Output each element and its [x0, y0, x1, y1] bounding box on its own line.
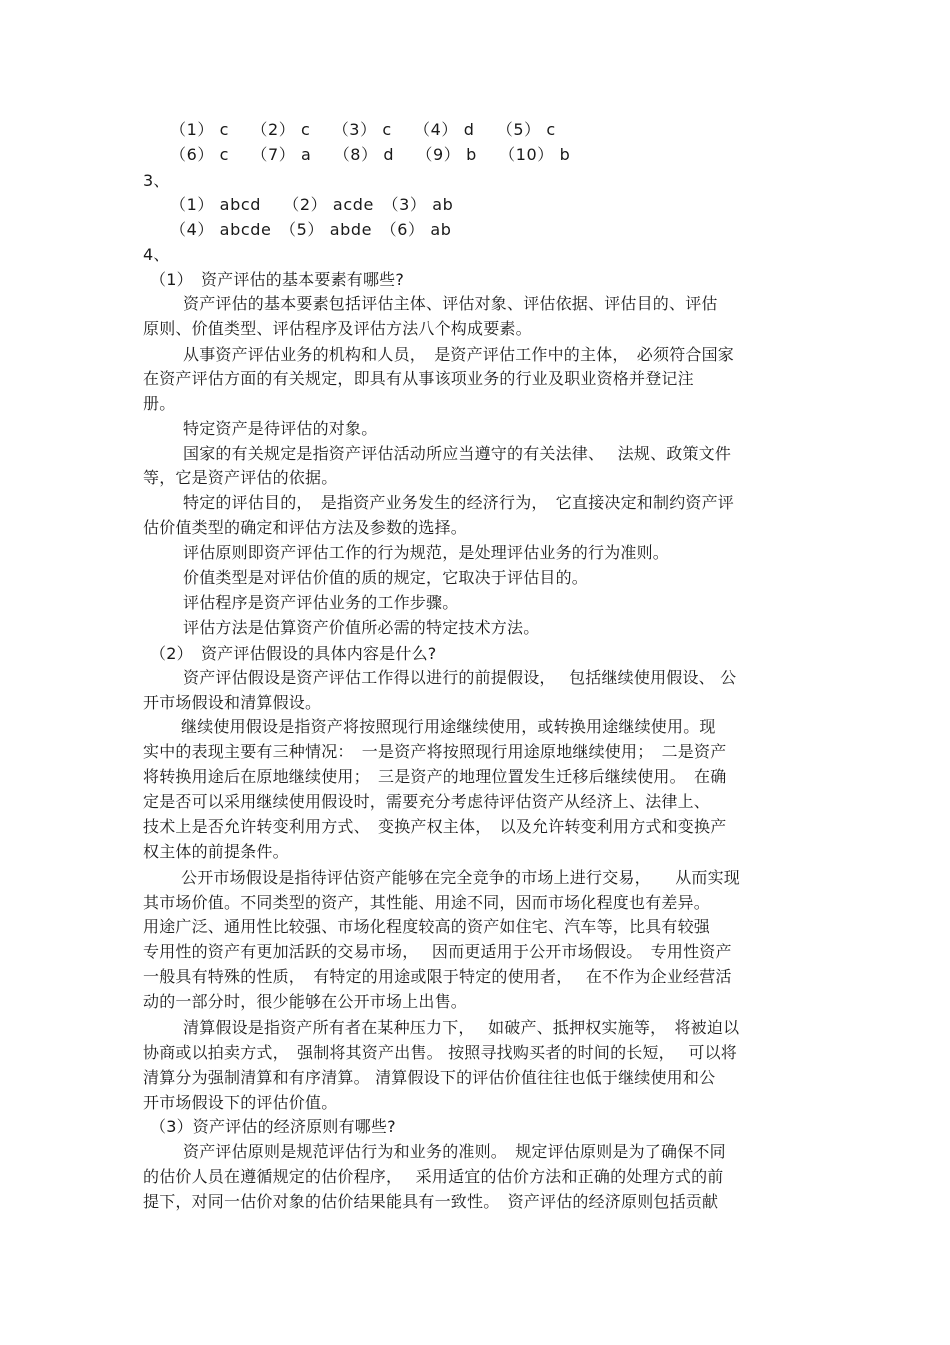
text-line: 3、 — [143, 171, 170, 190]
text-line: 资产评估的基本要素包括评估主体、评估对象、评估依据、评估目的、评估 — [183, 294, 718, 313]
text-line: 资产评估假设是资产评估工作得以进行的前提假设， 包括继续使用假设、 公 — [183, 668, 737, 687]
text-line: 动的一部分时，很少能够在公开市场上出售。 — [143, 992, 468, 1011]
text-line: 原则、价值类型、评估程序及评估方法八个构成要素。 — [143, 319, 532, 338]
text-line: 评估方法是估算资产价值所必需的特定技术方法。 — [183, 618, 540, 637]
text-line: （3）资产评估的经济原则有哪些? — [150, 1117, 396, 1136]
text-line: 特定的评估目的， 是指资产业务发生的经济行为， 它直接决定和制约资产评 — [183, 493, 735, 512]
text-line: 定是否可以采用继续使用假设时，需要充分考虑待评估资产从经济上、法律上、 — [143, 792, 711, 811]
text-line: （4） abcde （5） abde （6） ab — [170, 220, 452, 239]
text-line: （1） 资产评估的基本要素有哪些? — [150, 270, 405, 289]
text-line: （2） 资产评估假设的具体内容是什么? — [150, 644, 437, 663]
text-line: 公开市场假设是指待评估资产能够在完全竞争的市场上进行交易， 从而实现 — [181, 868, 741, 887]
text-line: 特定资产是待评估的对象。 — [183, 419, 378, 438]
text-line: （6） c （7） a （8） d （9） b （10） b — [170, 145, 571, 164]
text-line: 价值类型是对评估价值的质的规定，它取决于评估目的。 — [183, 568, 589, 587]
text-line: 权主体的前提条件。 — [143, 842, 289, 861]
text-line: 提下，对同一估价对象的估价结果能具有一致性。 资产评估的经济原则包括贡献 — [143, 1192, 719, 1211]
text-line: 技术上是否允许转变利用方式、 变换产权主体， 以及允许转变利用方式和变换产 — [143, 817, 727, 836]
text-line: 估价值类型的确定和评估方法及参数的选择。 — [143, 518, 468, 537]
text-line: 评估程序是资产评估业务的工作步骤。 — [183, 593, 459, 612]
text-line: 开市场假设和清算假设。 — [143, 693, 322, 712]
text-line: 清算假设是指资产所有者在某种压力下， 如破产、抵押权实施等， 将被迫以 — [183, 1018, 740, 1037]
text-line: 一般具有特殊的性质， 有特定的用途或限于特定的使用者， 在不作为企业经营活 — [143, 967, 732, 986]
text-line: 的估价人员在遵循规定的估价程序， 采用适宜的估价方法和正确的处理方式的前 — [143, 1167, 724, 1186]
text-line: 专用性的资产有更加活跃的交易市场， 因而更适用于公开市场假设。 专用性资产 — [143, 942, 732, 961]
text-line: 用途广泛、通用性比较强、市场化程度较高的资产如住宅、汽车等，比具有较强 — [143, 917, 711, 936]
text-line: 协商或以拍卖方式， 强制将其资产出售。 按照寻找购买者的时间的长短， 可以将 — [143, 1043, 737, 1062]
text-line: 清算分为强制清算和有序清算。 清算假设下的评估价值往往也低于继续使用和公 — [143, 1068, 716, 1087]
text-line: 其市场价值。不同类型的资产，其性能、用途不同，因而市场化程度也有差异。 — [143, 893, 711, 912]
text-line: 将转换用途后在原地继续使用； 三是资产的地理位置发生迁移后继续使用。 在确 — [143, 767, 727, 786]
text-line: 实中的表现主要有三种情况： 一是资产将按照现行用途原地继续使用； 二是资产 — [143, 742, 727, 761]
text-line: 资产评估原则是规范评估行为和业务的准则。 规定评估原则是为了确保不同 — [183, 1142, 726, 1161]
text-line: 4、 — [143, 245, 170, 264]
text-line: 等，它是资产评估的依据。 — [143, 468, 338, 487]
text-line: 国家的有关规定是指资产评估活动所应当遵守的有关法律、 法规、政策文件 — [183, 444, 732, 463]
text-line: （1） abcd （2） acde （3） ab — [170, 195, 454, 214]
text-line: 开市场假设下的评估价值。 — [143, 1093, 338, 1112]
text-line: 在资产评估方面的有关规定，即具有从事该项业务的行业及职业资格并登记注 — [143, 369, 694, 388]
text-line: 从事资产评估业务的机构和人员， 是资产评估工作中的主体， 必须符合国家 — [183, 345, 735, 364]
text-line: 册。 — [143, 394, 176, 413]
text-line: 继续使用假设是指资产将按照现行用途继续使用，或转换用途继续使用。现 — [181, 717, 716, 736]
text-line: 评估原则即资产评估工作的行为规范，是处理评估业务的行为准则。 — [183, 543, 670, 562]
text-line: （1） c （2） c （3） c （4） d （5） c — [170, 120, 556, 139]
